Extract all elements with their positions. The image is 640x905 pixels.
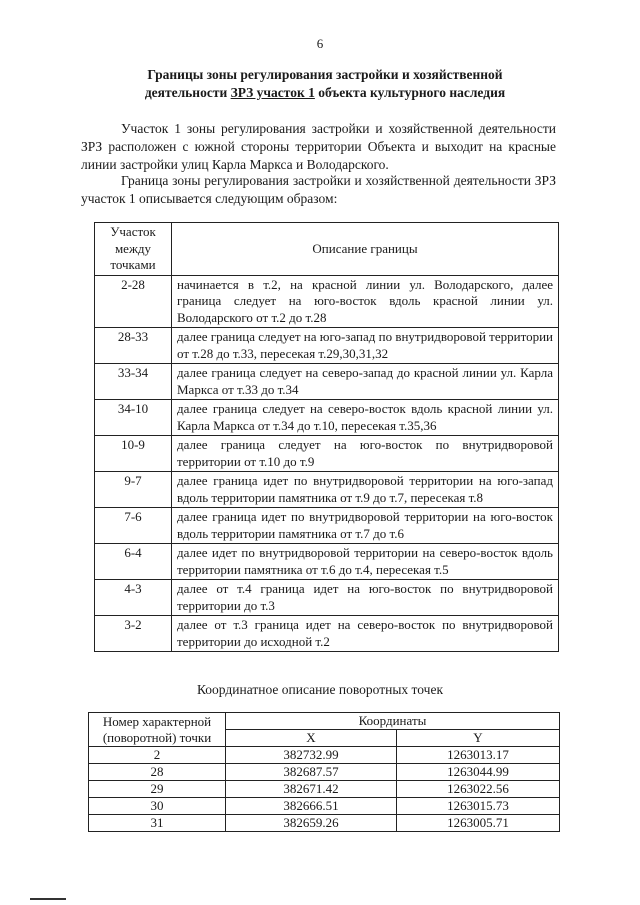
table-row — [95, 544, 559, 580]
segment-cell: 6-4 — [95, 544, 172, 580]
description-cell: далее граница идет по внутридворовой территории на юго-запад вдоль территории памятника от т.9 до т.7, пересекая т.8 — [172, 472, 559, 508]
page-number: 6 — [316, 36, 324, 51]
header-coordinates: Координаты — [226, 713, 560, 730]
description-cell: начинается в т.2, на красной линии ул. Володарского, далее граница следует на юго-восток вдоль красной линии ул. Володарского от т.2 до т.28 — [172, 275, 559, 328]
x-cell: 382732.99 — [226, 747, 397, 764]
table-row — [95, 580, 559, 616]
table-header-row — [95, 223, 559, 276]
table-row — [89, 781, 560, 798]
x-cell: 382687.57 — [226, 764, 397, 781]
point-cell: 2 — [89, 747, 226, 764]
table-row — [95, 400, 559, 436]
segment-cell: 10-9 — [95, 436, 172, 472]
y-cell: 1263022.56 — [397, 781, 560, 798]
table-row — [95, 275, 559, 328]
description-paragraph: Граница зоны регулирования застройки и хозяйственной деятельности ЗРЗ участок 1 описывается следующим образом: — [81, 173, 556, 206]
segment-cell: 4-3 — [95, 580, 172, 616]
point-cell: 28 — [89, 764, 226, 781]
table-row — [95, 472, 559, 508]
title-line-1: Границы зоны регулирования застройки и хозяйственной — [147, 67, 503, 82]
y-cell: 1263015.73 — [397, 798, 560, 815]
header-x: X — [226, 730, 397, 747]
segment-cell: 7-6 — [95, 508, 172, 544]
segment-cell: 34-10 — [95, 400, 172, 436]
description-cell: далее граница следует на юго-запад по внутридворовой территории от т.28 до т.33, пересекая т.29,30,31,32 — [172, 328, 559, 364]
coordinates-caption: Координатное описание поворотных точек — [196, 682, 444, 697]
header-segment: Участок между точками — [95, 223, 172, 276]
coordinates-table — [88, 712, 560, 832]
header-description: Описание границы — [172, 223, 559, 276]
segment-cell: 3-2 — [95, 616, 172, 652]
title-zone-name: ЗРЗ участок 1 — [230, 85, 315, 100]
description-cell: далее граница идет по внутридворовой территории на юго-восток вдоль территории памятника от т.7 до т.6 — [172, 508, 559, 544]
description-cell: далее от т.3 граница идет на северо-восток по внутридворовой территории до исходной т.2 — [172, 616, 559, 652]
description-cell: далее граница следует на северо-запад до красной линии ул. Карла Маркса от т.33 до т.34 — [172, 364, 559, 400]
y-cell: 1263005.71 — [397, 815, 560, 832]
description-cell: далее граница следует на юго-восток по внутридворовой территории от т.10 до т.9 — [172, 436, 559, 472]
point-cell: 29 — [89, 781, 226, 798]
header-y: Y — [397, 730, 560, 747]
table-row — [95, 508, 559, 544]
description-cell: далее от т.4 граница идет на юго-восток по внутридворовой территории до т.3 — [172, 580, 559, 616]
table-row — [89, 815, 560, 832]
point-cell: 30 — [89, 798, 226, 815]
table-row — [89, 798, 560, 815]
header-point-number: Номер характерной (поворотной) точки — [89, 713, 226, 747]
segment-cell: 9-7 — [95, 472, 172, 508]
table-row — [95, 436, 559, 472]
segment-cell: 2-28 — [95, 275, 172, 328]
title-line-2 — [90, 84, 560, 102]
y-cell: 1263044.99 — [397, 764, 560, 781]
segment-cell: 33-34 — [95, 364, 172, 400]
table-row — [89, 747, 560, 764]
x-cell: 382666.51 — [226, 798, 397, 815]
intro-paragraph: Участок 1 зоны регулирования застройки и хозяйственной деятельности ЗРЗ расположен с южной стороны территории Объекта и выходит на красные линии застройки улиц Карла Маркса и Володарского. — [81, 121, 556, 172]
y-cell: 1263013.17 — [397, 747, 560, 764]
coord-header-row — [89, 713, 560, 730]
table-row — [95, 364, 559, 400]
x-cell: 382659.26 — [226, 815, 397, 832]
x-cell: 382671.42 — [226, 781, 397, 798]
table-row — [95, 616, 559, 652]
document-title — [90, 66, 560, 102]
title-line-2-prefix: деятельности — [144, 85, 231, 100]
point-cell: 31 — [89, 815, 226, 832]
description-cell: далее идет по внутридворовой территории на северо-восток вдоль территории памятника от т.6 до т.4, пересекая т.5 — [172, 544, 559, 580]
segment-cell: 28-33 — [95, 328, 172, 364]
footer-divider — [30, 898, 66, 900]
table-row — [95, 328, 559, 364]
boundary-description-table — [94, 222, 559, 652]
table-row — [89, 764, 560, 781]
title-line-2-suffix: объекта культурного наследия — [314, 85, 506, 100]
description-cell: далее граница следует на северо-восток вдоль красной линии ул. Карла Маркса от т.34 до т.10, пересекая т.35,36 — [172, 400, 559, 436]
